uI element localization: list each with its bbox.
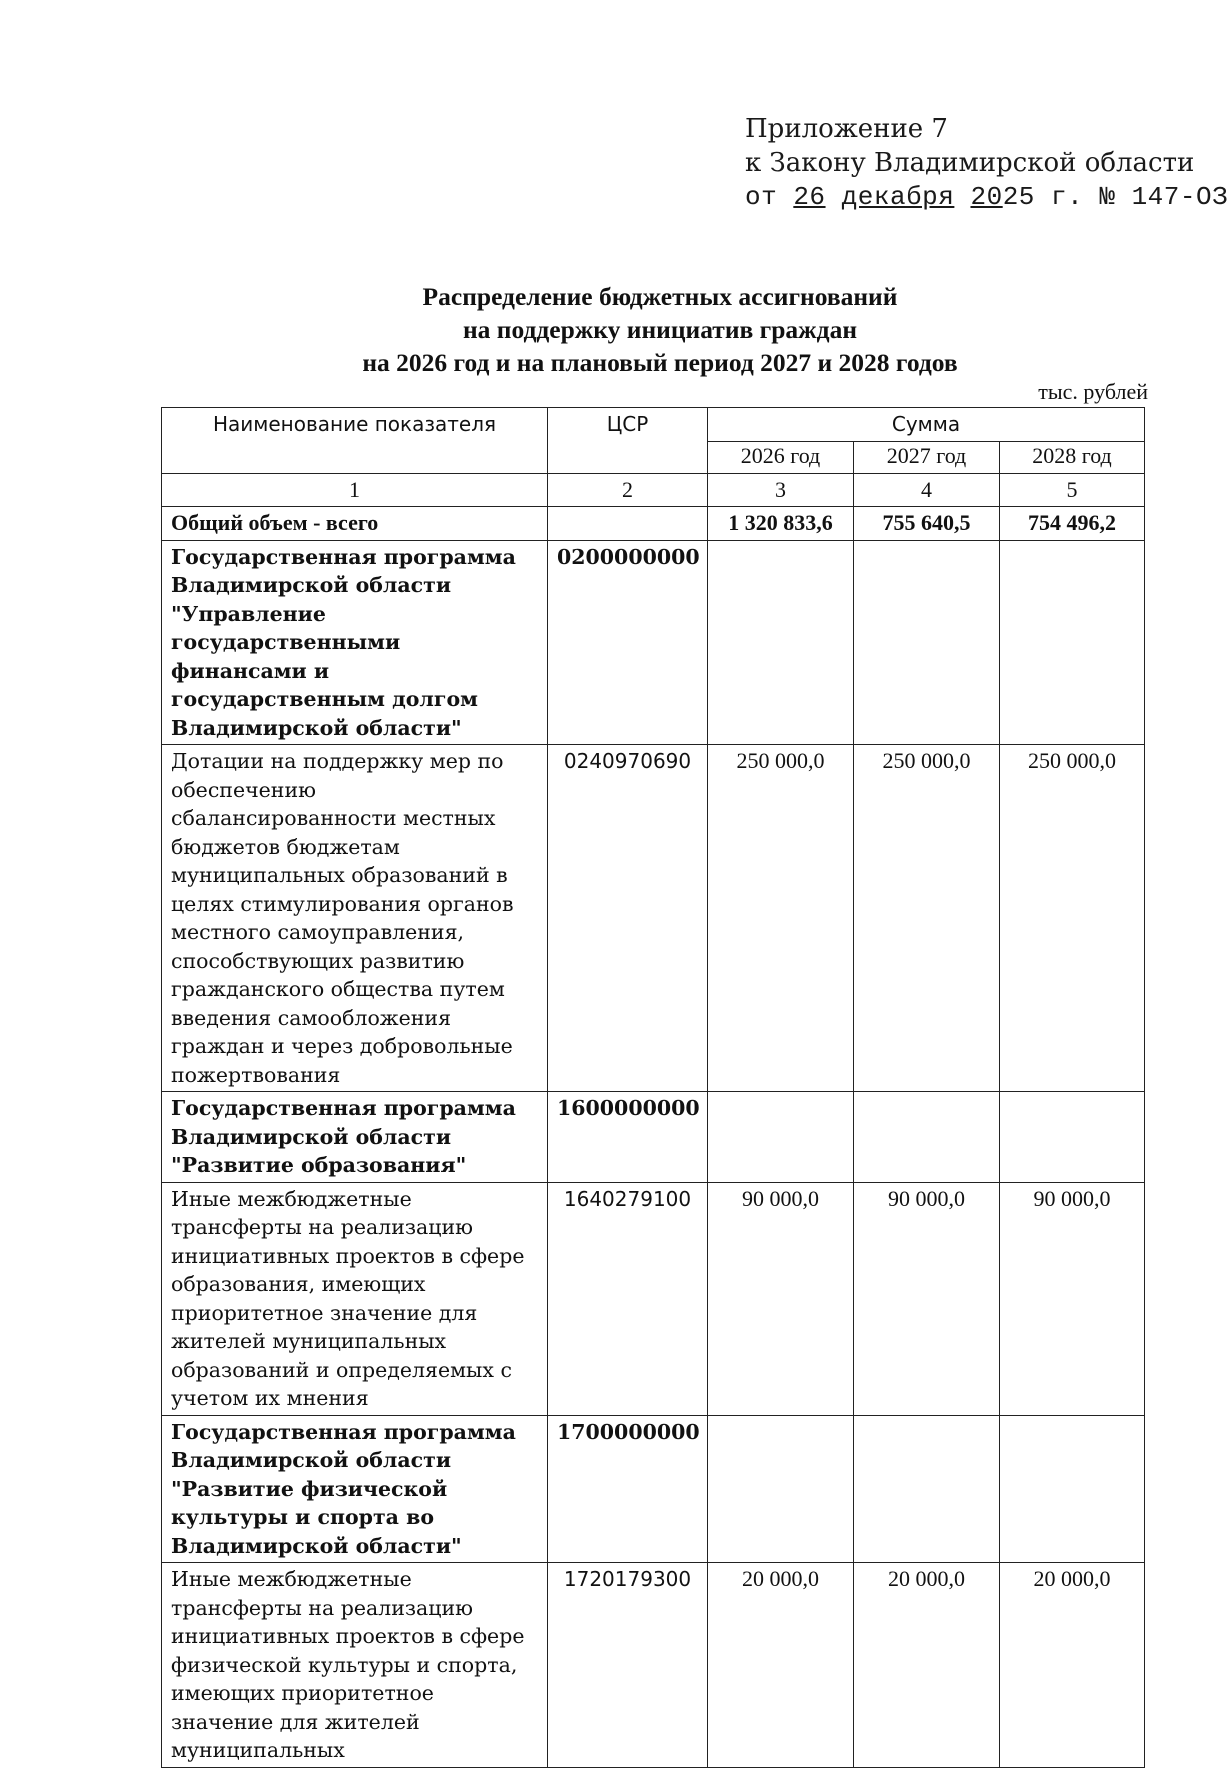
law-number: 147-ОЗ xyxy=(1131,182,1228,212)
csr-code: 1600000000 xyxy=(548,1092,708,1183)
appendix-header xyxy=(745,112,1228,214)
program-name: Государственная программа Владимирской области "Развитие физической культуры и спорта во Владимирской области" xyxy=(162,1415,548,1563)
program-row xyxy=(162,1092,1145,1183)
column-number-row xyxy=(162,473,1145,507)
appendix-number: Приложение 7 xyxy=(745,114,948,144)
amount-2028 xyxy=(1000,540,1145,745)
csr-code: 0240970690 xyxy=(548,745,708,1092)
amount-2028 xyxy=(1000,1415,1145,1563)
item-row xyxy=(162,1182,1145,1415)
amount-2026: 20 000,0 xyxy=(708,1563,854,1768)
header-row xyxy=(162,408,1145,442)
column-number: 1 xyxy=(162,473,548,507)
total-label: Общий объем - всего xyxy=(162,507,548,541)
header-year-2026: 2026 год xyxy=(708,441,854,473)
item-name: Иные межбюджетные трансферты на реализацию инициативных проектов в сфере физической культуры и спорта, имеющих приоритетное значение для жителей муниципальных xyxy=(162,1563,548,1768)
unit-label: тыс. рублей xyxy=(1038,379,1148,404)
amount-2026 xyxy=(708,540,854,745)
item-row xyxy=(162,1563,1145,1768)
csr-code: 1700000000 xyxy=(548,1415,708,1563)
column-number: 5 xyxy=(1000,473,1145,507)
amount-2028: 250 000,0 xyxy=(1000,745,1145,1092)
program-row xyxy=(162,540,1145,745)
program-name: Государственная программа Владимирской области "Развитие образования" xyxy=(162,1092,548,1183)
header-name: Наименование показателя xyxy=(162,408,548,474)
amount-2026: 90 000,0 xyxy=(708,1182,854,1415)
item-row xyxy=(162,745,1145,1092)
total-value-2027: 755 640,5 xyxy=(854,507,1000,541)
total-value-2028: 754 496,2 xyxy=(1000,507,1145,541)
amount-2026: 250 000,0 xyxy=(708,745,854,1092)
amount-2028 xyxy=(1000,1092,1145,1183)
appendix-date-line xyxy=(745,180,1228,214)
title-line-3: на 2026 год и на плановый период 2027 и 2028 годов xyxy=(362,348,958,377)
item-name: Иные межбюджетные трансферты на реализацию инициативных проектов в сфере образования, имеющих приоритетное значение для жителей муниципальных образований и определяемых с учетом их мнения xyxy=(162,1182,548,1415)
total-value-2026: 1 320 833,6 xyxy=(708,507,854,541)
amount-2026 xyxy=(708,1415,854,1563)
column-number: 2 xyxy=(548,473,708,507)
header-csr: ЦСР xyxy=(548,408,708,474)
total-csr xyxy=(548,507,708,541)
amount-2027 xyxy=(854,540,1000,745)
amount-2027 xyxy=(854,1415,1000,1563)
header-year-2028: 2028 год xyxy=(1000,441,1145,473)
csr-code: 1720179300 xyxy=(548,1563,708,1768)
amount-2028: 20 000,0 xyxy=(1000,1563,1145,1768)
header-sum: Сумма xyxy=(708,408,1145,442)
title-line-1: Распределение бюджетных ассигнований xyxy=(422,282,898,311)
date-year-suffix: 25 xyxy=(1002,182,1035,212)
amount-2027: 20 000,0 xyxy=(854,1563,1000,1768)
amount-2027: 90 000,0 xyxy=(854,1182,1000,1415)
appendix-law: к Закону Владимирской области xyxy=(745,148,1195,178)
column-number: 4 xyxy=(854,473,1000,507)
program-name: Государственная программа Владимирской области "Управление государственными финансами и государственным долгом Владимирской области" xyxy=(162,540,548,745)
item-name: Дотации на поддержку мер по обеспечению сбалансированности местных бюджетов бюджетам муниципальных образований в целях стимулирования органов местного самоуправления, способствующих развитию гражданского общества путем введения самообложения граждан и через добровольные пожертвования xyxy=(162,745,548,1092)
date-day: 26 xyxy=(793,182,826,212)
date-year-tail: г. № xyxy=(1051,182,1116,212)
total-row xyxy=(162,507,1145,541)
header-year-2027: 2027 год xyxy=(854,441,1000,473)
date-month: декабря xyxy=(841,182,955,212)
csr-code: 1640279100 xyxy=(548,1182,708,1415)
budget-table xyxy=(161,407,1145,1768)
amount-2026 xyxy=(708,1092,854,1183)
amount-2028: 90 000,0 xyxy=(1000,1182,1145,1415)
column-number: 3 xyxy=(708,473,854,507)
csr-code: 0200000000 xyxy=(548,540,708,745)
title-line-2: на поддержку инициатив граждан xyxy=(462,315,858,344)
amount-2027 xyxy=(854,1092,1000,1183)
program-row xyxy=(162,1415,1145,1563)
amount-2027: 250 000,0 xyxy=(854,745,1000,1092)
document-title xyxy=(160,280,1160,379)
date-prefix: от xyxy=(745,182,778,212)
date-year-prefix: 20 xyxy=(970,182,1003,212)
